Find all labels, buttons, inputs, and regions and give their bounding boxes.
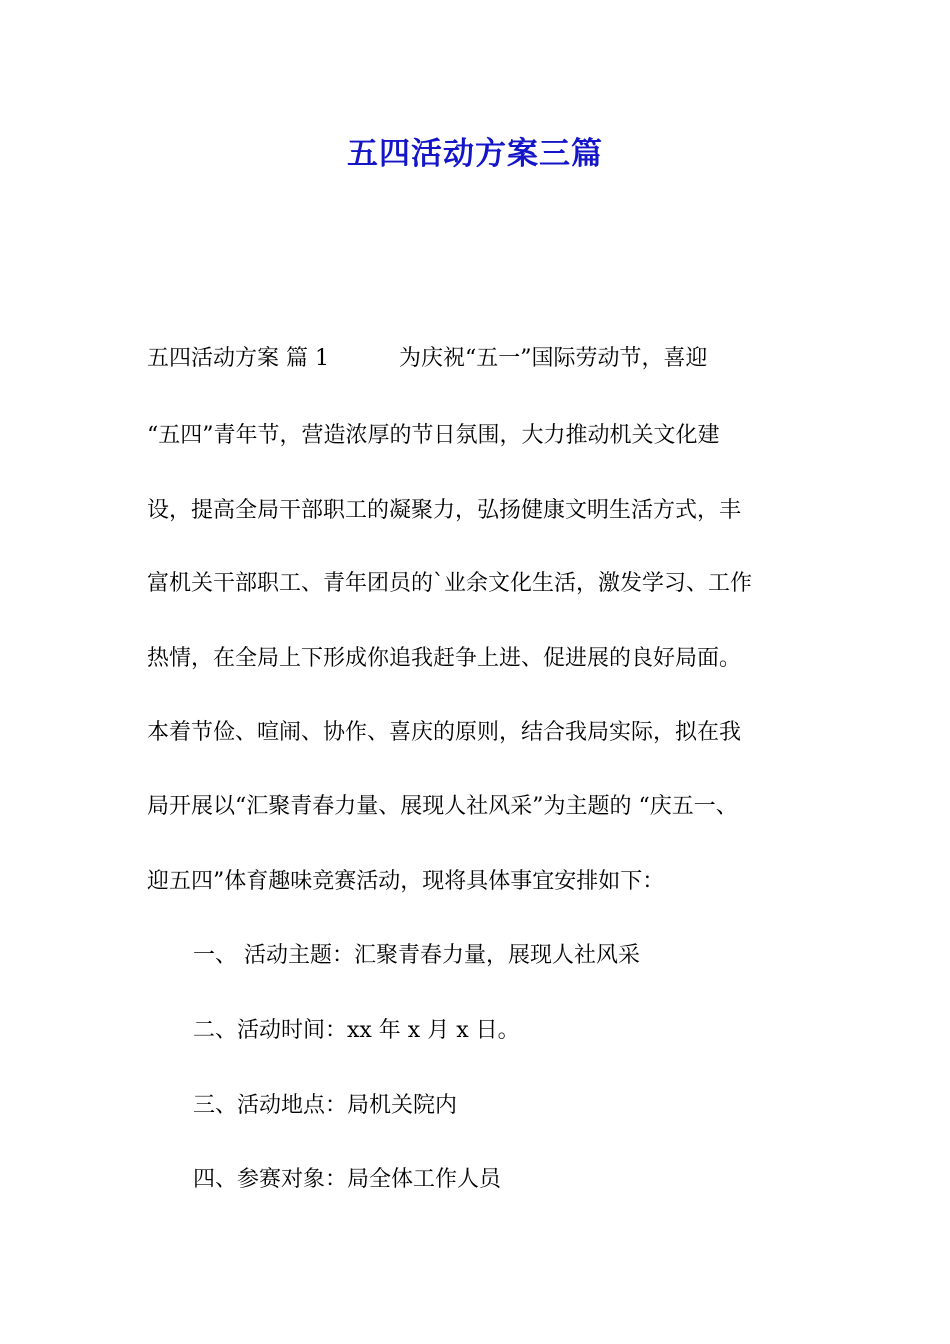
paragraph-line-8: 迎五四”体育趣味竞赛活动，现将具体事宜安排如下： xyxy=(147,869,665,894)
paragraph-line-3: 设，提高全局干部职工的凝聚力，弘扬健康文明生活方式，丰 xyxy=(147,498,742,523)
list-item: 三、活动地点：局机关院内 xyxy=(193,1093,458,1118)
paragraph-line-5: 热情，在全局上下形成你追我赶争上进、促进展的良好局面。 xyxy=(147,646,742,671)
paragraph-text: 为庆祝“五一”国际劳动节，喜迎 xyxy=(398,346,708,371)
list-item: 一、 活动主题：汇聚青春力量，展现人社风采 xyxy=(193,943,640,968)
document-title: 五四活动方案三篇 xyxy=(347,136,603,172)
paragraph-line-2: “五四”青年节，营造浓厚的节日氛围，大力推动机关文化建 xyxy=(147,423,720,448)
list-item: 四、参赛对象：局全体工作人员 xyxy=(193,1167,502,1192)
list-item: 二、活动时间：xx 年 x 月 x 日。 xyxy=(193,1018,520,1043)
paragraph-line-7: 局开展以“汇聚青春力量、展现人社风采”为主题的 “庆五一、 xyxy=(147,794,738,819)
section-heading: 五四活动方案 篇 1 xyxy=(147,346,329,371)
paragraph-line-6: 本着节俭、喧闹、协作、喜庆的原则，结合我局实际，拟在我 xyxy=(147,720,742,745)
paragraph-line-4: 富机关干部职工、青年团员的`业余文化生活，激发学习、工作 xyxy=(147,571,753,596)
paragraph-line-1 xyxy=(147,344,707,374)
